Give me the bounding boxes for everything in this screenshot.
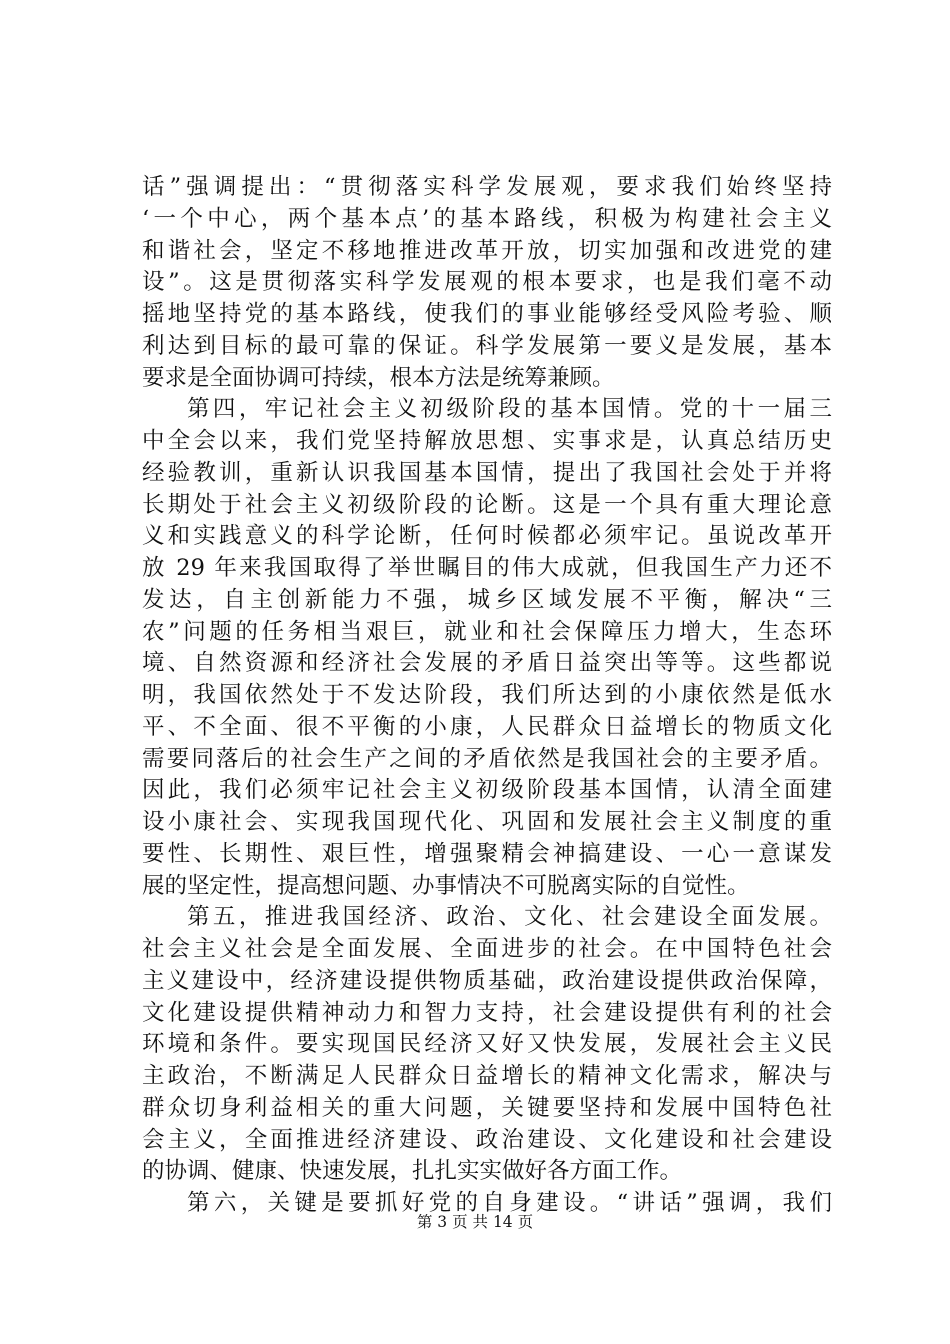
text-line: 的协调、健康、快速发展，扎扎实实做好各方面工作。 — [142, 1158, 683, 1185]
text-line: 要性、长期性、艰巨性，增强聚精会神搞建设、一心一意谋发 — [142, 840, 832, 867]
text-line: 需要同落后的社会生产之间的矛盾依然是我国社会的主要矛盾。 — [142, 745, 832, 772]
text-line: 要求是全面协调可持续，根本方法是统筹兼顾。 — [142, 364, 615, 391]
text-line: 主政治，不断满足人民群众日益增长的精神文化需求，解决与 — [142, 1063, 832, 1089]
text-line: 中全会以来，我们党坚持解放思想、实事求是，认真总结历史 — [142, 428, 832, 454]
text-line: 设小康社会、实现我国现代化、巩固和发展社会主义制度的重 — [142, 809, 832, 835]
text-line: 会主义，全面推进经济建设、政治建设、文化建设和社会建设 — [142, 1126, 832, 1153]
text-line: 平、不全面、很不平衡的小康，人民群众日益增长的物质文化 — [142, 713, 832, 740]
paragraph-first-line: 第五，推进我国经济、政治、文化、社会建设全面发展。 — [187, 904, 832, 931]
text-line: 话”强调提出：“贯彻落实科学发展观，要求我们始终坚持 — [142, 174, 832, 200]
text-line: 环境和条件。要实现国民经济又好又快发展，发展社会主义民 — [142, 1031, 832, 1058]
text-line: 主义建设中，经济建设提供物质基础，政治建设提供政治保障， — [142, 967, 832, 994]
text-line: 文化建设提供精神动力和智力支持，社会建设提供有利的社会 — [142, 999, 832, 1026]
text-line: 经验教训，重新认识我国基本国情，提出了我国社会处于并将 — [142, 459, 832, 486]
text-line: 设”。这是贯彻落实科学发展观的根本要求，也是我们毫不动 — [142, 269, 832, 296]
text-line: 放 29 年来我国取得了举世瞩目的伟大成就，但我国生产力还不 — [142, 555, 832, 581]
text-line: 义和实践意义的科学论断，任何时候都必须牢记。虽说改革开 — [142, 523, 832, 550]
text-line: 发达，自主创新能力不强，城乡区域发展不平衡，解决“三 — [142, 586, 832, 613]
text-line: 群众切身利益相关的重大问题，关键要坚持和发展中国特色社 — [142, 1094, 832, 1121]
text-line: 社会主义社会是全面发展、全面进步的社会。在中国特色社会 — [142, 936, 832, 962]
text-line: 境、自然资源和经济社会发展的矛盾日益突出等等。这些都说 — [142, 650, 832, 677]
text-line: 利达到目标的最可靠的保证。科学发展第一要义是发展，基本 — [142, 332, 832, 359]
text-line: 和谐社会，坚定不移地推进改革开放，切实加强和改进党的建 — [142, 237, 832, 264]
text-line: 农”问题的任务相当艰巨，就业和社会保障压力增大，生态环 — [142, 618, 832, 645]
text-line: 长期处于社会主义初级阶段的论断。这是一个具有重大理论意 — [142, 491, 832, 518]
page-number-footer: 第 3 页 共 14 页 — [416, 1213, 534, 1231]
text-line: ‘一个中心，两个基本点’的基本路线，积极为构建社会主义 — [142, 205, 832, 232]
paragraph-first-line: 第四，牢记社会主义初级阶段的基本国情。党的十一届三 — [187, 396, 832, 423]
text-line: 因此，我们必须牢记社会主义初级阶段基本国情，认清全面建 — [142, 777, 832, 804]
text-line: 摇地坚持党的基本路线，使我们的事业能够经受风险考验、顺 — [142, 301, 832, 327]
paragraph-first-line: 第六，关键是要抓好党的自身建设。“讲话”强调，我们 — [187, 1190, 832, 1216]
text-line: 展的坚定性，提高想问题、办事情决不可脱离实际的自觉性。 — [142, 872, 750, 899]
text-line: 明，我国依然处于不发达阶段，我们所达到的小康依然是低水 — [142, 682, 832, 708]
body-text — [142, 172, 832, 1220]
